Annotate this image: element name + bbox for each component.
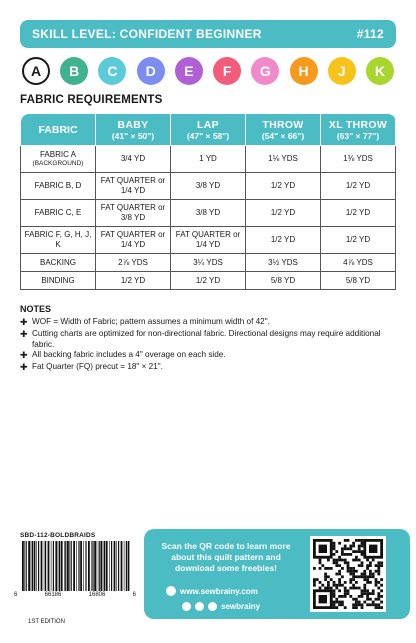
baby-cell: 2⅞ YDS xyxy=(96,254,171,272)
fabric-cell: FABRIC C, E xyxy=(21,200,96,227)
fabric-circle-f: F xyxy=(213,57,241,85)
throw-cell: 1⅛ YDS xyxy=(246,146,321,173)
section-title: FABRIC REQUIREMENTS xyxy=(20,94,163,106)
fabric-requirements-table xyxy=(20,113,396,290)
fabric-circle-h: H xyxy=(290,57,318,85)
note-item: ✚ Fat Quarter (FQ) precut = 18" × 21". xyxy=(20,362,163,373)
table-row xyxy=(21,200,396,227)
fabric-circle-b: B xyxy=(60,57,88,85)
fabric-cell: FABRIC B, D xyxy=(21,173,96,200)
fabric-circle-a: A xyxy=(22,57,50,85)
table-row xyxy=(21,272,396,290)
pinterest-icon xyxy=(195,602,204,611)
baby-cell: 3/4 YD xyxy=(96,146,171,173)
note-item: ✚ All backing fabric includes a 4" overage on each side. xyxy=(20,350,226,361)
baby-cell: FAT QUARTER or 1/4 YD xyxy=(96,227,171,254)
fabric-color-circles xyxy=(22,57,394,85)
xl-throw-cell: 1/2 YD xyxy=(321,173,396,200)
table-header-row xyxy=(21,114,396,146)
note-item: ✚ WOF = Width of Fabric; pattern assumes a minimum width of 42". xyxy=(20,316,270,327)
plus-bullet-icon: ✚ xyxy=(20,316,28,327)
barcode xyxy=(14,541,136,598)
xl-throw-cell: 1/2 YD xyxy=(321,200,396,227)
qr-code-icon[interactable] xyxy=(310,536,386,612)
header-xl-throw: XL THROW (63" × 77") xyxy=(321,114,396,146)
xl-throw-cell: 1⅜ YDS xyxy=(321,146,396,173)
throw-cell: 3½ YDS xyxy=(246,254,321,272)
fabric-circle-c: C xyxy=(98,57,126,85)
fabric-circle-j: J xyxy=(328,57,356,85)
lap-cell: 1 YD xyxy=(171,146,246,173)
pattern-number: #112 xyxy=(356,27,384,41)
table-row xyxy=(21,173,396,200)
barcode-icon xyxy=(20,541,130,591)
social-handle[interactable]: sewbrainy xyxy=(182,602,260,611)
fabric-circle-g: G xyxy=(251,57,279,85)
skill-level-text: SKILL LEVEL: CONFIDENT BEGINNER xyxy=(32,27,262,41)
notes-section xyxy=(20,304,400,374)
xl-throw-cell: 4⅞ YDS xyxy=(321,254,396,272)
plus-bullet-icon: ✚ xyxy=(20,362,28,373)
throw-cell: 1/2 YD xyxy=(246,227,321,254)
table-row xyxy=(21,146,396,173)
header-fabric: FABRIC xyxy=(21,114,96,146)
instagram-icon xyxy=(182,602,191,611)
fabric-circle-d: D xyxy=(137,57,165,85)
lap-cell: FAT QUARTER or 1/4 YD xyxy=(171,227,246,254)
note-item: ✚ Cutting charts are optimized for non-directional fabric. Directional designs may require additional fabric. xyxy=(20,328,381,349)
fabric-cell: BACKING xyxy=(21,254,96,272)
lap-cell: 1/2 YD xyxy=(171,272,246,290)
plus-bullet-icon: ✚ xyxy=(20,328,28,339)
fabric-cell: FABRIC A (BACKGROUND) xyxy=(21,146,96,173)
fabric-circle-k: K xyxy=(366,57,394,85)
skill-level-banner xyxy=(20,20,396,48)
facebook-icon xyxy=(208,602,217,611)
fabric-cell: FABRIC F, G, H, J, K xyxy=(21,227,96,254)
plus-bullet-icon: ✚ xyxy=(20,350,28,361)
fabric-circle-e: E xyxy=(175,57,203,85)
table-row xyxy=(21,254,396,272)
baby-cell: 1/2 YD xyxy=(96,272,171,290)
fabric-cell: BINDING xyxy=(21,272,96,290)
baby-cell: FAT QUARTER or 3/8 YD xyxy=(96,200,171,227)
globe-icon xyxy=(166,586,176,596)
header-throw: THROW (54" × 66") xyxy=(246,114,321,146)
sku-code: SBD-112-BOLDBRAIDS xyxy=(20,532,96,539)
throw-cell: 1/2 YD xyxy=(246,173,321,200)
website-link[interactable]: www.sewbrainy.com xyxy=(166,586,258,596)
lap-cell: 3/8 YD xyxy=(171,173,246,200)
throw-cell: 1/2 YD xyxy=(246,200,321,227)
notes-title: NOTES xyxy=(20,304,52,314)
qr-card xyxy=(144,529,410,619)
lap-cell: 3/8 YD xyxy=(171,200,246,227)
baby-cell: FAT QUARTER or 1/4 YD xyxy=(96,173,171,200)
barcode-numbers: 6 66186 16806 6 xyxy=(14,592,136,598)
header-lap: LAP (47" × 58") xyxy=(171,114,246,146)
xl-throw-cell: 1/2 YD xyxy=(321,227,396,254)
lap-cell: 3¼ YDS xyxy=(171,254,246,272)
edition-label: 1ST EDITION xyxy=(28,619,65,625)
xl-throw-cell: 5/8 YD xyxy=(321,272,396,290)
throw-cell: 5/8 YD xyxy=(246,272,321,290)
table-row xyxy=(21,227,396,254)
header-baby: BABY (41" × 50") xyxy=(96,114,171,146)
qr-description: Scan the QR code to learn more about this quilt pattern and download some freebies! xyxy=(161,541,291,574)
